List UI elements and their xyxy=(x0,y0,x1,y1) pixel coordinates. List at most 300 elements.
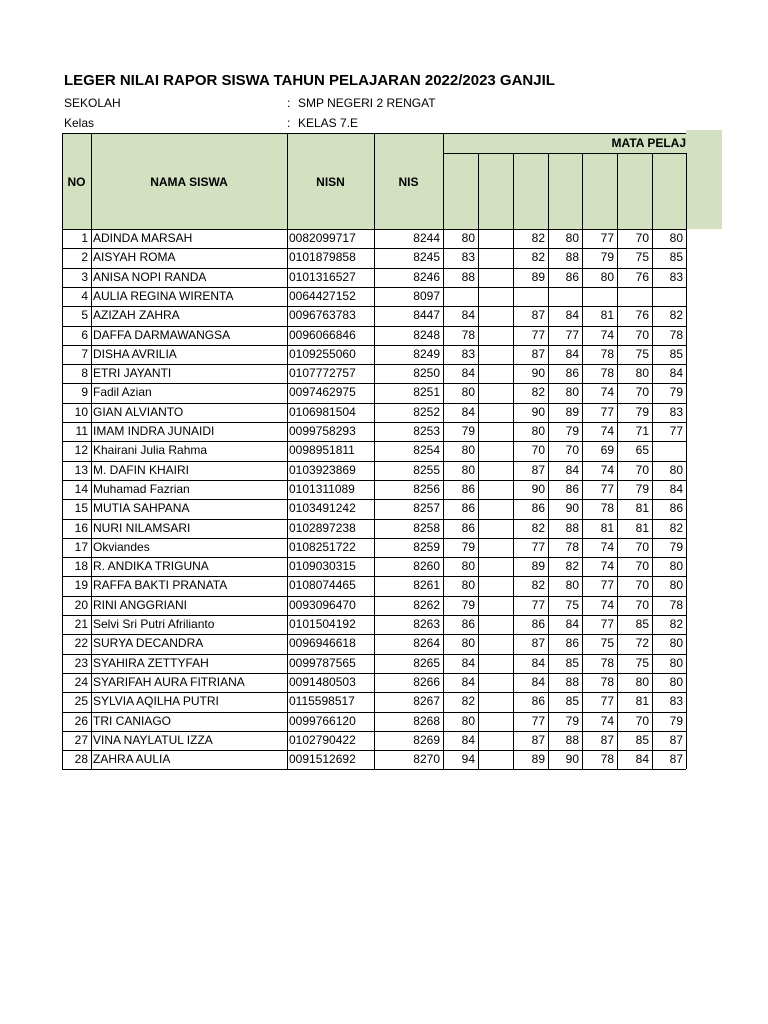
cell-nisn: 0115598517 xyxy=(289,694,355,709)
cell-nama-siswa: GIAN ALVIANTO xyxy=(93,404,184,419)
cell-nisn: 0064427152 xyxy=(289,288,356,303)
cell-score: 82 xyxy=(461,694,475,709)
cell-score xyxy=(652,287,686,306)
cell-score: 78 xyxy=(565,539,579,554)
cell-no: 24 xyxy=(74,674,88,689)
cell-no: 26 xyxy=(74,713,88,728)
cell-score xyxy=(478,654,513,673)
cell-score: 78 xyxy=(600,346,614,361)
cell-score: 74 xyxy=(600,539,614,554)
cell-score: 80 xyxy=(669,655,683,670)
cell-score: 80 xyxy=(461,231,475,245)
cell-score: 86 xyxy=(531,501,545,516)
cell-score: 89 xyxy=(565,404,579,419)
cell-nama-siswa: Selvi Sri Putri Afrilianto xyxy=(93,617,215,631)
cell-score: 87 xyxy=(531,636,545,651)
cell-score: 84 xyxy=(565,346,579,361)
cell-score xyxy=(478,750,513,769)
cell-nisn: 0091512692 xyxy=(289,752,356,767)
cell-nama-siswa: SYARIFAH AURA FITRIANA xyxy=(93,674,245,689)
cell-no: 16 xyxy=(74,520,88,535)
cell-nama-siswa: DAFFA DARMAWANGSA xyxy=(93,327,231,342)
cell-score: 88 xyxy=(565,250,579,265)
kelas-separator: : xyxy=(287,116,291,130)
cell-nis: 8260 xyxy=(413,559,440,574)
cell-no: 3 xyxy=(81,269,88,284)
cell-score: 80 xyxy=(669,578,683,593)
cell-score xyxy=(548,287,582,306)
cell-score: 80 xyxy=(635,366,649,381)
cell-nisn: 0109030315 xyxy=(289,559,356,574)
cell-nama-siswa: SURYA DECANDRA xyxy=(93,636,204,651)
cell-nis: 8262 xyxy=(413,597,440,612)
cell-score xyxy=(478,248,513,267)
cell-nisn: 0082099717 xyxy=(289,231,356,245)
cell-no: 5 xyxy=(81,308,88,323)
cell-score: 83 xyxy=(669,404,683,419)
cell-score: 85 xyxy=(565,694,579,709)
cell-score xyxy=(652,441,686,460)
cell-score: 84 xyxy=(565,308,579,323)
cell-score: 80 xyxy=(565,385,579,400)
cell-nama-siswa: ZAHRA AULIA xyxy=(93,752,171,767)
cell-score xyxy=(478,519,513,538)
cell-nama-siswa: Muhamad Fazrian xyxy=(93,481,190,496)
cell-score: 86 xyxy=(461,617,475,631)
cell-score xyxy=(478,596,513,615)
cell-no: 28 xyxy=(74,752,88,767)
cell-no: 1 xyxy=(81,231,88,245)
cell-nisn: 0096763783 xyxy=(289,308,356,323)
kelas-value: KELAS 7.E xyxy=(298,116,359,130)
grid-line xyxy=(443,153,686,154)
cell-nis: 8268 xyxy=(413,713,440,728)
header-no: NO xyxy=(67,174,86,189)
cell-score: 74 xyxy=(600,597,614,612)
cell-score: 86 xyxy=(531,617,545,631)
cell-nama-siswa: RINI ANGGRIANI xyxy=(93,597,188,612)
cell-score: 84 xyxy=(635,752,649,767)
cell-nama-siswa: Okviandes xyxy=(93,539,150,554)
cell-score: 87 xyxy=(531,732,545,747)
cell-score: 74 xyxy=(600,385,614,400)
cell-nis: 8255 xyxy=(413,462,440,477)
cell-no: 8 xyxy=(81,366,88,381)
cell-score: 85 xyxy=(635,617,649,631)
cell-score xyxy=(617,287,652,306)
cell-score: 77 xyxy=(600,694,614,709)
cell-score: 80 xyxy=(461,713,475,728)
cell-nama-siswa: NURI NILAMSARI xyxy=(93,520,191,535)
cell-score: 70 xyxy=(635,578,649,593)
cell-nisn: 0102790422 xyxy=(289,732,356,747)
cell-score: 75 xyxy=(565,597,579,612)
grid-line xyxy=(374,133,375,769)
cell-score xyxy=(478,615,513,634)
cell-nisn: 0106981504 xyxy=(289,404,356,419)
cell-nis: 8251 xyxy=(413,385,440,400)
cell-score: 74 xyxy=(600,462,614,477)
cell-nama-siswa: SYLVIA AQILHA PUTRI xyxy=(93,694,219,709)
grid-line xyxy=(652,153,653,769)
cell-score xyxy=(478,383,513,402)
cell-nisn: 0098951811 xyxy=(289,443,355,458)
cell-nama-siswa: VINA NAYLATUL IZZA xyxy=(93,732,213,747)
cell-no: 6 xyxy=(81,327,88,342)
cell-no: 9 xyxy=(81,385,88,400)
cell-score: 86 xyxy=(565,366,579,381)
cell-score: 80 xyxy=(600,269,614,284)
cell-score: 88 xyxy=(565,520,579,535)
cell-score: 86 xyxy=(669,501,683,516)
cell-nisn: 0107772757 xyxy=(289,366,356,381)
cell-score: 89 xyxy=(531,269,545,284)
cell-score: 77 xyxy=(600,578,614,593)
cell-nama-siswa: RAFFA BAKTI PRANATA xyxy=(93,578,228,593)
cell-no: 4 xyxy=(81,288,88,303)
cell-score: 90 xyxy=(531,366,545,381)
cell-score: 74 xyxy=(600,559,614,574)
table-header-bg-overflow xyxy=(686,130,722,229)
cell-no: 27 xyxy=(74,732,88,747)
cell-score xyxy=(478,441,513,460)
cell-score: 77 xyxy=(531,539,545,554)
cell-score xyxy=(478,287,513,306)
cell-no: 7 xyxy=(81,346,88,361)
cell-score: 83 xyxy=(461,346,475,361)
cell-score: 70 xyxy=(531,443,545,458)
cell-score xyxy=(478,364,513,383)
cell-score: 75 xyxy=(635,250,649,265)
cell-score xyxy=(478,268,513,287)
cell-nisn: 0099787565 xyxy=(289,655,356,670)
cell-score: 79 xyxy=(565,713,579,728)
cell-score: 82 xyxy=(669,308,683,323)
grid-line xyxy=(686,153,687,769)
cell-score: 86 xyxy=(461,501,475,516)
cell-score: 84 xyxy=(461,404,475,419)
cell-score: 83 xyxy=(669,694,683,709)
cell-nis: 8447 xyxy=(413,308,440,323)
cell-score: 70 xyxy=(635,231,649,245)
cell-no: 21 xyxy=(74,617,88,631)
cell-score xyxy=(478,576,513,595)
cell-nama-siswa: ANISA NOPI RANDA xyxy=(93,269,207,284)
cell-score: 85 xyxy=(565,655,579,670)
cell-score: 76 xyxy=(635,308,649,323)
cell-score: 77 xyxy=(531,597,545,612)
cell-nisn: 0093096470 xyxy=(289,597,356,612)
cell-score: 88 xyxy=(565,732,579,747)
cell-score: 87 xyxy=(531,308,545,323)
cell-score: 78 xyxy=(461,327,475,342)
cell-score: 75 xyxy=(635,655,649,670)
cell-nis: 8249 xyxy=(413,346,440,361)
cell-nisn: 0102897238 xyxy=(289,520,356,535)
cell-score: 82 xyxy=(565,559,579,574)
cell-nis: 8267 xyxy=(413,694,440,709)
cell-score: 86 xyxy=(565,636,579,651)
cell-score xyxy=(443,287,478,306)
cell-score: 77 xyxy=(600,617,614,631)
cell-score: 90 xyxy=(531,481,545,496)
cell-score xyxy=(478,692,513,711)
cell-score: 79 xyxy=(669,385,683,400)
page-title: LEGER NILAI RAPOR SISWA TAHUN PELAJARAN 2022/2023 GANJIL xyxy=(64,72,555,89)
cell-score: 84 xyxy=(669,366,683,381)
cell-nis: 8263 xyxy=(413,617,440,631)
header-mata-pelajaran: MATA PELAJ xyxy=(611,136,686,150)
cell-score: 81 xyxy=(635,694,649,709)
header-nisn: NISN xyxy=(316,174,345,189)
cell-score: 84 xyxy=(461,655,475,670)
grid-line xyxy=(513,153,514,769)
cell-score: 79 xyxy=(461,424,475,438)
cell-score: 81 xyxy=(600,308,614,323)
cell-no: 20 xyxy=(74,597,88,612)
cell-score: 80 xyxy=(461,443,475,458)
cell-nama-siswa: DISHA AVRILIA xyxy=(93,346,177,361)
cell-nis: 8266 xyxy=(413,674,440,689)
cell-nisn: 0096066846 xyxy=(289,327,356,342)
cell-score: 80 xyxy=(669,231,683,245)
cell-score: 79 xyxy=(461,539,475,554)
cell-score: 81 xyxy=(600,520,614,535)
cell-score: 78 xyxy=(669,327,683,342)
cell-score xyxy=(478,345,513,364)
cell-score: 80 xyxy=(461,559,475,574)
cell-score: 78 xyxy=(669,597,683,612)
cell-score: 70 xyxy=(635,713,649,728)
cell-nama-siswa: R. ANDIKA TRIGUNA xyxy=(93,559,209,574)
cell-score xyxy=(478,538,513,557)
cell-score: 72 xyxy=(635,636,649,651)
cell-score: 70 xyxy=(635,597,649,612)
cell-score: 77 xyxy=(531,713,545,728)
cell-nisn: 0103923869 xyxy=(289,462,356,477)
cell-score xyxy=(478,499,513,518)
cell-score: 70 xyxy=(565,443,579,458)
cell-no: 14 xyxy=(74,481,88,496)
cell-score: 85 xyxy=(635,732,649,747)
cell-score: 83 xyxy=(669,269,683,284)
kelas-label: Kelas xyxy=(64,116,95,130)
cell-score xyxy=(478,422,513,441)
cell-score: 79 xyxy=(669,713,683,728)
cell-score: 80 xyxy=(635,674,649,689)
cell-nisn: 0099766120 xyxy=(289,713,356,728)
cell-nis: 8259 xyxy=(413,539,440,554)
cell-nama-siswa: TRI CANIAGO xyxy=(93,713,172,728)
cell-score: 84 xyxy=(565,617,579,631)
cell-score: 70 xyxy=(635,385,649,400)
cell-nisn: 0109255060 xyxy=(289,346,356,361)
cell-score: 85 xyxy=(669,250,683,265)
cell-score: 86 xyxy=(461,481,475,496)
cell-score: 82 xyxy=(531,385,545,400)
cell-score xyxy=(513,287,548,306)
cell-nisn: 0101311089 xyxy=(289,481,355,496)
cell-score: 80 xyxy=(461,636,475,651)
cell-nisn: 0103491242 xyxy=(289,501,356,516)
cell-score: 89 xyxy=(531,752,545,767)
cell-score: 77 xyxy=(565,327,579,342)
cell-score: 86 xyxy=(565,269,579,284)
cell-nama-siswa: ETRI JAYANTI xyxy=(93,366,172,381)
cell-score: 65 xyxy=(635,443,649,458)
cell-score: 69 xyxy=(600,443,614,458)
sekolah-value: SMP NEGERI 2 RENGAT xyxy=(298,96,436,110)
cell-nisn: 0108251722 xyxy=(289,539,356,554)
cell-no: 23 xyxy=(74,655,88,670)
cell-no: 10 xyxy=(74,404,88,419)
cell-score: 86 xyxy=(565,481,579,496)
cell-score: 80 xyxy=(565,231,579,245)
cell-score: 84 xyxy=(461,308,475,323)
cell-no: 13 xyxy=(74,462,88,477)
cell-nis: 8265 xyxy=(413,655,440,670)
cell-nama-siswa: M. DAFIN KHAIRI xyxy=(93,462,190,477)
cell-score: 76 xyxy=(635,269,649,284)
cell-score xyxy=(478,634,513,653)
cell-score: 87 xyxy=(531,346,545,361)
cell-score: 87 xyxy=(669,752,683,767)
cell-score xyxy=(478,326,513,345)
cell-score: 74 xyxy=(600,327,614,342)
cell-nisn: 0099758293 xyxy=(289,424,356,438)
cell-score: 80 xyxy=(669,636,683,651)
cell-score: 70 xyxy=(635,539,649,554)
cell-nis: 8269 xyxy=(413,732,440,747)
grid-line xyxy=(478,153,479,769)
cell-score: 90 xyxy=(565,501,579,516)
cell-score xyxy=(478,403,513,422)
cell-score: 90 xyxy=(531,404,545,419)
cell-score xyxy=(478,557,513,576)
cell-nisn: 0096946618 xyxy=(289,636,356,651)
cell-score: 79 xyxy=(600,250,614,265)
grid-line xyxy=(582,153,583,769)
cell-nis: 8270 xyxy=(413,752,440,767)
cell-no: 2 xyxy=(81,250,88,265)
cell-score: 87 xyxy=(669,732,683,747)
cell-score: 84 xyxy=(565,462,579,477)
cell-score xyxy=(478,306,513,325)
cell-score: 79 xyxy=(565,424,579,438)
cell-score: 74 xyxy=(600,713,614,728)
cell-score: 89 xyxy=(531,559,545,574)
cell-no: 11 xyxy=(75,424,88,438)
cell-score: 87 xyxy=(600,732,614,747)
cell-score: 82 xyxy=(531,520,545,535)
cell-score: 84 xyxy=(531,655,545,670)
cell-nis: 8244 xyxy=(413,231,440,245)
cell-score: 86 xyxy=(531,694,545,709)
cell-score: 94 xyxy=(461,752,475,767)
cell-score: 77 xyxy=(600,481,614,496)
cell-score: 70 xyxy=(635,327,649,342)
cell-score: 80 xyxy=(461,385,475,400)
cell-nama-siswa: AZIZAH ZAHRA xyxy=(93,308,180,323)
cell-score: 82 xyxy=(669,617,683,631)
cell-score: 83 xyxy=(461,250,475,265)
cell-no: 18 xyxy=(74,559,88,574)
cell-nis: 8252 xyxy=(413,404,440,419)
cell-nis: 8245 xyxy=(413,250,440,265)
grid-line xyxy=(91,133,92,769)
cell-score xyxy=(478,480,513,499)
cell-nama-siswa: AISYAH ROMA xyxy=(93,250,176,265)
cell-score: 82 xyxy=(531,250,545,265)
cell-nama-siswa: MUTIA SAHPANA xyxy=(93,501,190,516)
grid-line xyxy=(617,153,618,769)
header-nis: NIS xyxy=(398,174,419,189)
cell-nis: 8250 xyxy=(413,366,440,381)
cell-nis: 8261 xyxy=(413,578,440,593)
cell-no: 15 xyxy=(74,501,88,516)
cell-nis: 8253 xyxy=(413,424,440,438)
cell-score: 71 xyxy=(635,424,649,438)
cell-score: 75 xyxy=(635,346,649,361)
cell-nis: 8248 xyxy=(413,327,440,342)
cell-score: 78 xyxy=(600,366,614,381)
cell-score: 88 xyxy=(565,674,579,689)
cell-score: 70 xyxy=(635,462,649,477)
cell-score: 77 xyxy=(531,327,545,342)
cell-score: 79 xyxy=(461,597,475,612)
cell-score: 80 xyxy=(669,462,683,477)
cell-nisn: 0101879858 xyxy=(289,250,356,265)
cell-score: 70 xyxy=(635,559,649,574)
cell-nama-siswa: SYAHIRA ZETTYFAH xyxy=(93,655,209,670)
grid-line xyxy=(548,153,549,769)
cell-no: 19 xyxy=(74,578,88,593)
cell-nama-siswa: Fadil Azian xyxy=(93,385,152,400)
cell-nisn: 0091480503 xyxy=(289,674,356,689)
cell-nisn: 0108074465 xyxy=(289,578,356,593)
cell-score: 77 xyxy=(600,404,614,419)
sekolah-label: SEKOLAH xyxy=(64,96,121,110)
cell-score: 80 xyxy=(531,424,545,438)
cell-score: 88 xyxy=(461,269,475,284)
cell-score: 78 xyxy=(600,752,614,767)
cell-score: 82 xyxy=(531,578,545,593)
cell-no: 22 xyxy=(74,636,88,651)
cell-nama-siswa: IMAM INDRA JUNAIDI xyxy=(93,424,215,438)
cell-score: 75 xyxy=(600,636,614,651)
cell-score: 77 xyxy=(669,424,683,438)
cell-score: 90 xyxy=(565,752,579,767)
cell-score: 85 xyxy=(669,346,683,361)
cell-score xyxy=(478,673,513,692)
cell-no: 25 xyxy=(74,694,88,709)
cell-nis: 8254 xyxy=(413,443,440,458)
cell-score xyxy=(478,229,513,248)
cell-score: 84 xyxy=(531,674,545,689)
cell-score: 80 xyxy=(461,578,475,593)
cell-score: 84 xyxy=(461,674,475,689)
cell-no: 12 xyxy=(74,443,88,458)
cell-score: 86 xyxy=(461,520,475,535)
cell-nis: 8258 xyxy=(413,520,440,535)
cell-score xyxy=(478,731,513,750)
cell-score: 80 xyxy=(565,578,579,593)
cell-score: 78 xyxy=(600,674,614,689)
cell-nis: 8257 xyxy=(413,501,440,516)
cell-score: 84 xyxy=(461,366,475,381)
cell-score: 84 xyxy=(669,481,683,496)
cell-score: 84 xyxy=(461,732,475,747)
